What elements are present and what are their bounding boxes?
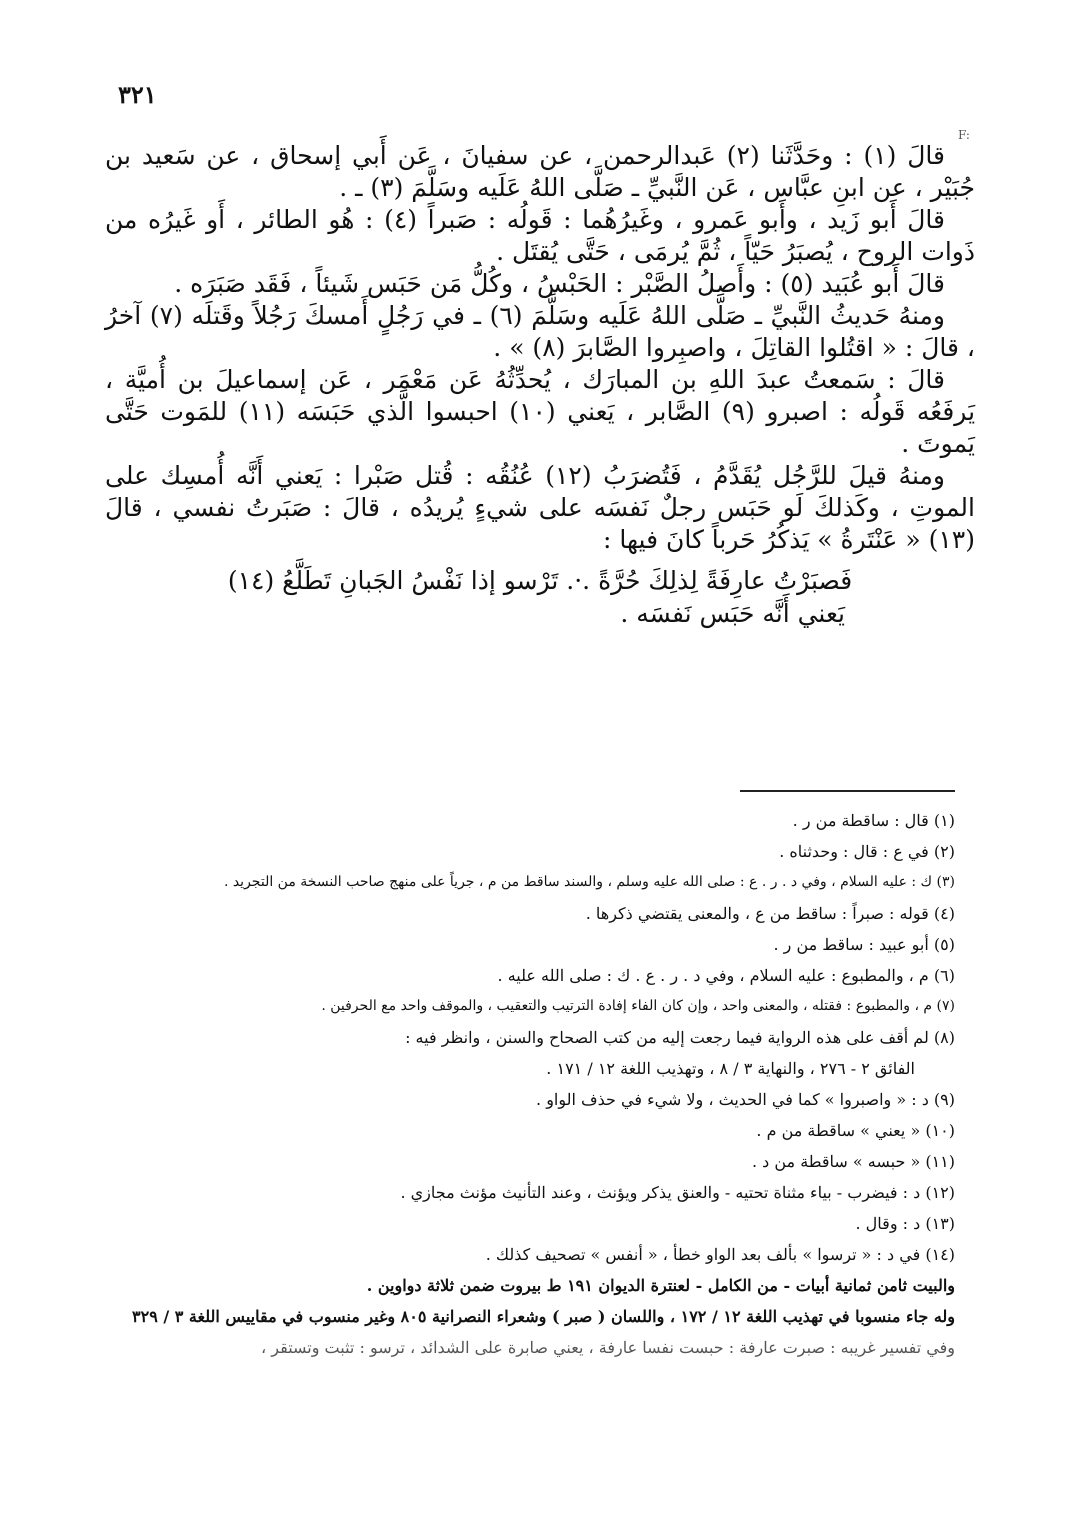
paragraph-2: قالَ أَبو زَيد ، وأَبو عَمرو ، وغَيرُهُما : قَولُه : صَبراً (٤) : هُو الطائر ، أَو غَيرُه من ذَوات الروح ، يُصبَرُ حَيّاً ، ثُمَّ يُرمَى ، حَتَّى يُقتَل .: [105, 205, 975, 266]
footnote-divider: [740, 790, 955, 792]
footnote-3: (٣) ك : عليه السلام ، وفي د . ر . ع : صلى الله عليه وسلم ، والسند ساقط من م ، جرياً على منهج صاحب النسخة من التجريد .: [223, 874, 955, 890]
corner-mark: F:: [958, 128, 970, 142]
paragraph-3: قالَ أَبو عُبَيد (٥) : وأَصلُ الصَّبْر : الحَبْسُ ، وكُلُّ مَن حَبَس شَيئاً ، فَقَد صَبَرَه .: [174, 269, 945, 298]
footnote-12: (١٢) د : فيضرب - بياء مثناة تحتيه - والعنق يذكر ويؤنث ، وعند التأنيث مؤنث مجازي .: [400, 1183, 955, 1202]
footnote-6: (٦) م ، والمطبوع : عليه السلام ، وفي د . ر . ع . ك : صلى الله عليه .: [497, 966, 955, 985]
footnote-9: (٩) د : « واصبروا » كما في الحديث ، ولا شيء في حذف الواو .: [536, 1090, 955, 1109]
verse-explanation: يَعني أَنَّه حَبَس نَفسَه .: [620, 599, 845, 628]
verse-line: فَصبَرْتُ عارِفَةً لِذلِكَ حُرَّةً .·. تَرْسو إذا نَفْسُ الجَبانِ تَطَلَّعُ (١٤): [227, 566, 853, 595]
footnote-verse-source: والبيت ثامن ثمانية أبيات - من الكامل - لعنترة الديوان ١٩١ ط بيروت ضمن ثلاثة دواوين .: [366, 1276, 955, 1295]
paragraph-4: ومنهُ حَديثُ النَّبيِّ ـ صَلَّى اللهُ عَلَيه وسَلَّمَ (٦) ـ في رَجُلٍ أَمسكَ رَجُلاً وقَتلَه (٧) آخرُ ، قالَ : « اقتُلوا القاتِلَ ، واصبِروا الصَّابرَ (٨) » .: [105, 301, 975, 362]
footnote-verse-gloss: وفي تفسير غريبه : صبرت عارفة : حبست نفسا عارفة ، يعني صابرة على الشدائد ، ترسو : تثبت وتستقر ،: [261, 1338, 955, 1357]
footnote-13: (١٣) د : وقال .: [855, 1214, 955, 1233]
footnote-1: (١) قال : ساقطة من ر .: [792, 811, 955, 830]
footnote-verse-refs: وله جاء منسوبا في تهذيب اللغة ١٢ / ١٧٢ ، واللسان ( صبر ) وشعراء النصرانية ٨٠٥ وغير منسوب في مقاييس اللغة ٣ / ٣٢٩: [132, 1307, 955, 1326]
footnotes: [105, 805, 955, 1363]
footnote-11: (١١) « حبسه » ساقطة من د .: [751, 1152, 955, 1171]
footnote-14: (١٤) في د : « ترسوا » بألف بعد الواو خطأ ، « أنفس » تصحيف كذلك .: [485, 1245, 955, 1264]
footnote-10: (١٠) « يعني » ساقطة من م .: [756, 1121, 955, 1140]
footnote-7: (٧) م ، والمطبوع : فقتله ، والمعنى واحد ، وإن كان الفاء إفادة الترتيب والتعقيب ، والموقف واحد مع الحرفين .: [321, 998, 955, 1014]
paragraph-1: قالَ (١) : وحَدَّثَنا (٢) عَبدالرحمن ، عن سفيانَ ، عَن أَبي إسحاق ، عن سَعيد بن جُبَيْر ، عن ابنِ عبَّاس ، عَن النَّبيِّ ـ صَلَّى اللهُ عَلَيه وسَلَّمَ (٣) ـ .: [105, 141, 975, 202]
paragraph-6: ومنهُ قيلَ للرَّجُل يُقَدَّمُ ، فَتُضرَبُ (١٢) عُنُقُه : قُتل صَبْرا : يَعني أَنَّه أُمسِك على الموتِ ، وكَذلكَ لَو حَبَس رجلٌ نَفسَه على شيءٍ يُريدُه ، قالَ : صَبَرتُ نفسي ، قالَ (١٣) « عَنْتَرةُ » يَذكُرُ حَرباً كانَ فيها :: [105, 461, 975, 554]
footnote-4: (٤) قوله : صبراً : ساقط من ع ، والمعنى يقتضي ذكرها .: [585, 904, 955, 923]
footnote-5: (٥) أبو عبيد : ساقط من ر .: [773, 935, 955, 954]
main-text: [105, 140, 975, 630]
footnote-8-refs: الفائق ٢ - ٢٧٦ ، والنهاية ٣ / ٨ ، وتهذيب اللغة ١٢ / ١٧١ .: [546, 1059, 915, 1078]
page-number: ٣٢١: [118, 80, 157, 109]
poem-verse: [105, 564, 975, 598]
paragraph-5: قالَ : سَمعتُ عبدَ اللهِ بن المبارَك ، يُحدِّثُهُ عَن مَعْمَر ، عَن إسماعيلَ بن أُميَّة ، يَرفَعُه قَولُه : اصبرو (٩) الصَّابر ، يَعني (١٠) احبسوا الَّذي حَبَسَه (١١) للمَوت حَتَّى يَموتَ .: [105, 365, 976, 458]
footnote-8: (٨) لم أقف على هذه الرواية فيما رجعت إليه من كتب الصحاح والسنن ، وانظر فيه :: [405, 1028, 955, 1047]
footnote-2: (٢) في ع : قال : وحدثناه .: [779, 842, 955, 861]
